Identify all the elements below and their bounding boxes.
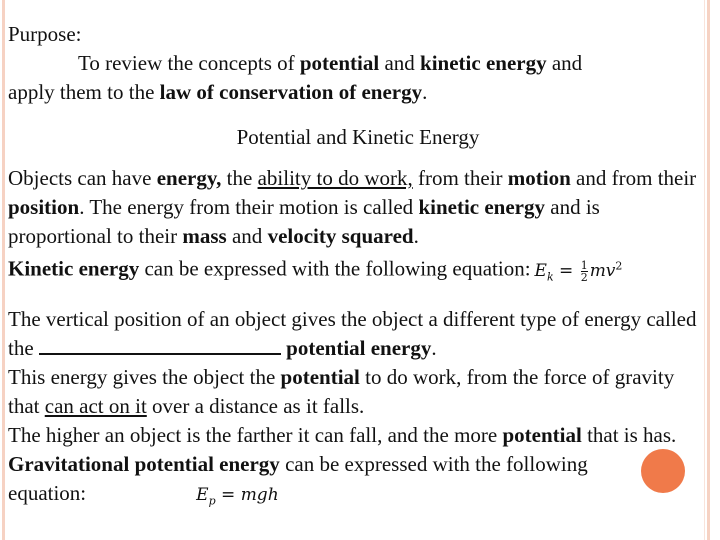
potential-energy-equation: $E_p$ = mgh	[196, 485, 279, 508]
left-frame-line	[2, 0, 5, 540]
slide-content	[8, 20, 708, 515]
fill-in-blank	[39, 335, 281, 355]
purpose-text: To review the concepts of potential and kinetic energy and apply them to the law of conservation of energy.	[8, 51, 583, 104]
purpose-heading: Purpose:	[8, 22, 82, 46]
decorative-circle-icon	[641, 449, 685, 493]
kinetic-energy-equation: $E_k$ = $\frac{1}{2}$ $mv^2$	[534, 258, 623, 284]
potential-paragraph: The vertical position of an object gives the object a different type of energy called the potential energy. This energy gives the object the potential to do work, from the force of gravity that can act on it over a distance as it falls. The higher an object is the farther it can fall, and the more potential that is has. Gravitational potential energy can be expressed with the following equation: $E_p$ = mgh	[8, 307, 697, 508]
section-title: Potential and Kinetic Energy	[236, 125, 480, 149]
kinetic-paragraph: Objects can have energy, the ability to do work, from their motion and from their position. The energy from their motion is called kinetic energy and is proportional to their mass and velocity squared. Kinetic energy can be expressed with the following equation: $E_k$ = $\frac{1}{2}$ $mv^2$	[8, 166, 697, 284]
one-half-fraction: $\frac{1}{2}$	[580, 258, 588, 284]
